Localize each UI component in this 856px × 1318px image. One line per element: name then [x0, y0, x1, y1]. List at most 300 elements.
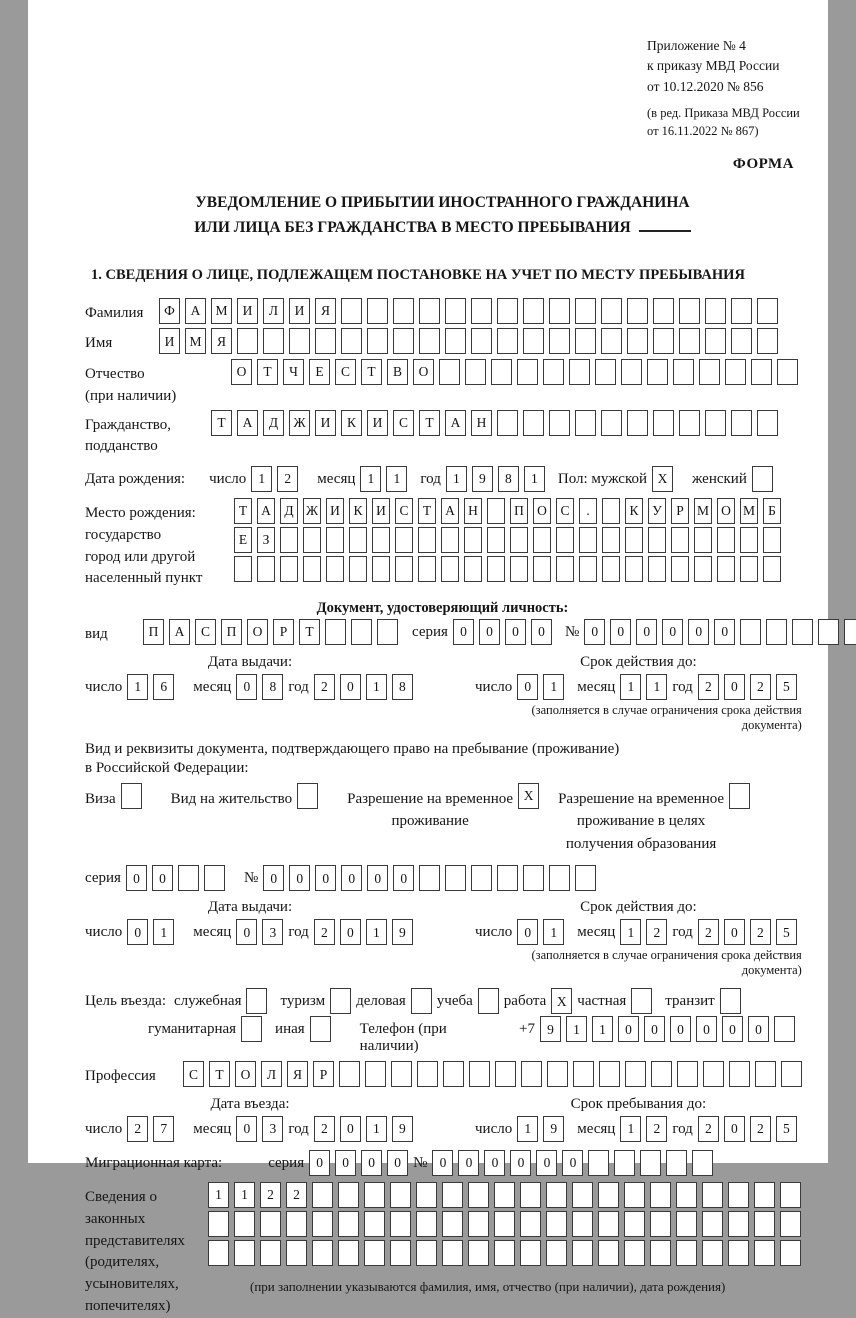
char-box[interactable] — [234, 1240, 255, 1266]
char-box[interactable]: 1 — [620, 1116, 641, 1142]
char-box[interactable]: 8 — [498, 466, 519, 492]
char-box[interactable]: 1 — [592, 1016, 613, 1042]
char-box[interactable]: 5 — [776, 1116, 797, 1142]
char-box[interactable] — [677, 1061, 698, 1087]
char-box[interactable]: 0 — [126, 865, 147, 891]
char-box[interactable] — [650, 1240, 671, 1266]
char-box[interactable] — [740, 527, 758, 553]
char-box[interactable]: С — [393, 410, 414, 436]
char-box[interactable]: Т — [418, 498, 436, 524]
char-box[interactable]: М — [740, 498, 758, 524]
char-box[interactable]: 3 — [262, 1116, 283, 1142]
char-box[interactable] — [546, 1211, 567, 1237]
char-box[interactable]: 1 — [620, 919, 641, 945]
char-box[interactable]: К — [341, 410, 362, 436]
char-box[interactable]: И — [289, 298, 310, 324]
char-box[interactable]: П — [510, 498, 528, 524]
char-box[interactable]: 0 — [335, 1150, 356, 1176]
char-box[interactable] — [533, 556, 551, 582]
char-box[interactable] — [703, 1061, 724, 1087]
char-box[interactable]: 0 — [361, 1150, 382, 1176]
char-box[interactable] — [752, 466, 773, 492]
char-box[interactable]: 1 — [153, 919, 174, 945]
char-box[interactable] — [720, 988, 741, 1014]
char-box[interactable]: 8 — [392, 674, 413, 700]
char-box[interactable] — [679, 410, 700, 436]
char-box[interactable] — [208, 1211, 229, 1237]
char-box[interactable] — [471, 328, 492, 354]
char-box[interactable] — [731, 410, 752, 436]
char-box[interactable] — [246, 988, 267, 1014]
char-box[interactable] — [204, 865, 225, 891]
char-box[interactable] — [338, 1182, 359, 1208]
char-box[interactable]: А — [441, 498, 459, 524]
char-box[interactable]: Т — [234, 498, 252, 524]
char-box[interactable]: 0 — [453, 619, 474, 645]
char-box[interactable] — [754, 1240, 775, 1266]
char-box[interactable]: 5 — [776, 674, 797, 700]
char-box[interactable] — [351, 619, 372, 645]
char-box[interactable] — [549, 298, 570, 324]
char-box[interactable] — [286, 1240, 307, 1266]
char-box[interactable]: 1 — [251, 466, 272, 492]
char-box[interactable] — [487, 556, 505, 582]
char-box[interactable]: Т — [361, 359, 382, 385]
char-box[interactable] — [310, 1016, 331, 1042]
char-box[interactable] — [781, 1061, 802, 1087]
char-box[interactable] — [673, 359, 694, 385]
char-box[interactable] — [416, 1182, 437, 1208]
char-box[interactable] — [572, 1211, 593, 1237]
char-box[interactable] — [393, 328, 414, 354]
char-box[interactable] — [717, 527, 735, 553]
char-box[interactable] — [556, 527, 574, 553]
char-box[interactable] — [601, 410, 622, 436]
char-box[interactable]: 0 — [315, 865, 336, 891]
char-box[interactable]: X — [518, 783, 539, 809]
char-box[interactable] — [595, 359, 616, 385]
char-box[interactable]: Ж — [303, 498, 321, 524]
char-box[interactable]: 2 — [646, 919, 667, 945]
char-box[interactable]: 2 — [277, 466, 298, 492]
char-box[interactable] — [627, 410, 648, 436]
char-box[interactable] — [280, 556, 298, 582]
char-box[interactable]: 1 — [620, 674, 641, 700]
char-box[interactable]: 0 — [688, 619, 709, 645]
char-box[interactable]: 0 — [636, 619, 657, 645]
char-box[interactable] — [487, 527, 505, 553]
char-box[interactable] — [754, 1182, 775, 1208]
char-box[interactable] — [419, 865, 440, 891]
char-box[interactable] — [792, 619, 813, 645]
char-box[interactable]: 0 — [644, 1016, 665, 1042]
char-box[interactable] — [510, 556, 528, 582]
char-box[interactable]: 0 — [289, 865, 310, 891]
char-box[interactable] — [575, 865, 596, 891]
char-box[interactable] — [330, 988, 351, 1014]
char-box[interactable] — [312, 1240, 333, 1266]
char-box[interactable]: С — [195, 619, 216, 645]
char-box[interactable] — [572, 1240, 593, 1266]
char-box[interactable] — [546, 1240, 567, 1266]
char-box[interactable]: Я — [287, 1061, 308, 1087]
char-box[interactable]: 0 — [236, 1116, 257, 1142]
char-box[interactable] — [416, 1240, 437, 1266]
char-box[interactable] — [418, 556, 436, 582]
char-box[interactable]: 0 — [236, 919, 257, 945]
char-box[interactable]: Р — [671, 498, 689, 524]
char-box[interactable]: О — [533, 498, 551, 524]
char-box[interactable]: 9 — [392, 1116, 413, 1142]
char-box[interactable] — [650, 1182, 671, 1208]
char-box[interactable]: Я — [211, 328, 232, 354]
char-box[interactable] — [517, 359, 538, 385]
char-box[interactable]: 0 — [505, 619, 526, 645]
char-box[interactable] — [533, 527, 551, 553]
char-box[interactable] — [702, 1211, 723, 1237]
char-box[interactable] — [280, 527, 298, 553]
char-box[interactable] — [844, 619, 856, 645]
char-box[interactable]: 3 — [262, 919, 283, 945]
char-box[interactable] — [260, 1240, 281, 1266]
char-box[interactable]: С — [335, 359, 356, 385]
char-box[interactable] — [497, 410, 518, 436]
char-box[interactable] — [818, 619, 839, 645]
char-box[interactable] — [757, 328, 778, 354]
char-box[interactable] — [653, 410, 674, 436]
char-box[interactable] — [602, 556, 620, 582]
char-box[interactable] — [349, 556, 367, 582]
char-box[interactable]: П — [143, 619, 164, 645]
char-box[interactable]: Ч — [283, 359, 304, 385]
char-box[interactable] — [441, 556, 459, 582]
char-box[interactable] — [390, 1240, 411, 1266]
char-box[interactable] — [464, 556, 482, 582]
char-box[interactable]: 0 — [393, 865, 414, 891]
char-box[interactable] — [702, 1240, 723, 1266]
char-box[interactable]: О — [231, 359, 252, 385]
char-box[interactable] — [442, 1240, 463, 1266]
char-box[interactable] — [442, 1182, 463, 1208]
char-box[interactable] — [325, 619, 346, 645]
char-box[interactable] — [372, 556, 390, 582]
char-box[interactable]: А — [237, 410, 258, 436]
char-box[interactable]: 0 — [432, 1150, 453, 1176]
char-box[interactable]: В — [387, 359, 408, 385]
char-box[interactable] — [666, 1150, 687, 1176]
char-box[interactable]: Н — [471, 410, 492, 436]
char-box[interactable] — [757, 410, 778, 436]
char-box[interactable] — [676, 1182, 697, 1208]
char-box[interactable]: 1 — [446, 466, 467, 492]
char-box[interactable] — [624, 1211, 645, 1237]
char-box[interactable]: 0 — [236, 674, 257, 700]
char-box[interactable]: 0 — [517, 919, 538, 945]
char-box[interactable] — [729, 1061, 750, 1087]
char-box[interactable]: 2 — [750, 674, 771, 700]
char-box[interactable] — [614, 1150, 635, 1176]
char-box[interactable] — [241, 1016, 262, 1042]
char-box[interactable] — [289, 328, 310, 354]
char-box[interactable] — [395, 527, 413, 553]
char-box[interactable]: 0 — [458, 1150, 479, 1176]
char-box[interactable] — [692, 1150, 713, 1176]
char-box[interactable] — [367, 298, 388, 324]
char-box[interactable]: 2 — [646, 1116, 667, 1142]
char-box[interactable] — [549, 328, 570, 354]
char-box[interactable]: 0 — [340, 674, 361, 700]
char-box[interactable]: 0 — [309, 1150, 330, 1176]
char-box[interactable] — [497, 865, 518, 891]
char-box[interactable] — [575, 410, 596, 436]
char-box[interactable]: 1 — [208, 1182, 229, 1208]
char-box[interactable]: 0 — [748, 1016, 769, 1042]
char-box[interactable]: 1 — [524, 466, 545, 492]
char-box[interactable] — [601, 328, 622, 354]
char-box[interactable]: А — [445, 410, 466, 436]
char-box[interactable]: Е — [234, 527, 252, 553]
char-box[interactable] — [702, 1182, 723, 1208]
char-box[interactable]: Н — [464, 498, 482, 524]
char-box[interactable]: 0 — [724, 674, 745, 700]
char-box[interactable] — [679, 298, 700, 324]
char-box[interactable]: 2 — [314, 1116, 335, 1142]
char-box[interactable]: 1 — [366, 1116, 387, 1142]
char-box[interactable]: 1 — [517, 1116, 538, 1142]
char-box[interactable] — [445, 298, 466, 324]
char-box[interactable] — [312, 1211, 333, 1237]
char-box[interactable]: С — [556, 498, 574, 524]
char-box[interactable]: О — [235, 1061, 256, 1087]
char-box[interactable] — [725, 359, 746, 385]
char-box[interactable]: Т — [211, 410, 232, 436]
char-box[interactable] — [705, 328, 726, 354]
char-box[interactable]: 2 — [314, 674, 335, 700]
char-box[interactable] — [740, 556, 758, 582]
char-box[interactable] — [546, 1182, 567, 1208]
char-box[interactable] — [520, 1211, 541, 1237]
char-box[interactable]: X — [551, 988, 572, 1014]
char-box[interactable]: М — [211, 298, 232, 324]
char-box[interactable]: И — [159, 328, 180, 354]
char-box[interactable] — [653, 298, 674, 324]
char-box[interactable]: М — [694, 498, 712, 524]
char-box[interactable]: Б — [763, 498, 781, 524]
char-box[interactable] — [549, 865, 570, 891]
char-box[interactable]: 2 — [698, 1116, 719, 1142]
char-box[interactable] — [631, 988, 652, 1014]
char-box[interactable] — [377, 619, 398, 645]
char-box[interactable]: 1 — [543, 919, 564, 945]
char-box[interactable] — [338, 1240, 359, 1266]
char-box[interactable] — [263, 328, 284, 354]
char-box[interactable] — [494, 1240, 515, 1266]
char-box[interactable]: М — [185, 328, 206, 354]
char-box[interactable]: 0 — [562, 1150, 583, 1176]
char-box[interactable]: 1 — [366, 674, 387, 700]
char-box[interactable]: Р — [313, 1061, 334, 1087]
char-box[interactable] — [468, 1182, 489, 1208]
char-box[interactable]: 2 — [698, 674, 719, 700]
char-box[interactable]: 2 — [750, 919, 771, 945]
char-box[interactable]: С — [183, 1061, 204, 1087]
char-box[interactable] — [740, 619, 761, 645]
char-box[interactable] — [731, 298, 752, 324]
char-box[interactable] — [549, 410, 570, 436]
char-box[interactable] — [598, 1182, 619, 1208]
char-box[interactable]: Т — [419, 410, 440, 436]
char-box[interactable]: 2 — [698, 919, 719, 945]
char-box[interactable] — [442, 1211, 463, 1237]
char-box[interactable] — [510, 527, 528, 553]
char-box[interactable]: И — [326, 498, 344, 524]
char-box[interactable]: 1 — [566, 1016, 587, 1042]
char-box[interactable] — [705, 298, 726, 324]
char-box[interactable] — [419, 328, 440, 354]
char-box[interactable]: 5 — [776, 919, 797, 945]
char-box[interactable] — [774, 1016, 795, 1042]
char-box[interactable] — [523, 328, 544, 354]
char-box[interactable] — [365, 1061, 386, 1087]
char-box[interactable] — [495, 1061, 516, 1087]
char-box[interactable]: 2 — [286, 1182, 307, 1208]
char-box[interactable] — [602, 527, 620, 553]
char-box[interactable]: 0 — [618, 1016, 639, 1042]
char-box[interactable] — [671, 556, 689, 582]
char-box[interactable] — [598, 1211, 619, 1237]
char-box[interactable] — [766, 619, 787, 645]
char-box[interactable]: 2 — [314, 919, 335, 945]
char-box[interactable] — [364, 1240, 385, 1266]
char-box[interactable]: Д — [280, 498, 298, 524]
char-box[interactable] — [575, 298, 596, 324]
char-box[interactable] — [625, 556, 643, 582]
char-box[interactable]: 0 — [610, 619, 631, 645]
char-box[interactable]: Д — [263, 410, 284, 436]
char-box[interactable] — [445, 865, 466, 891]
char-box[interactable] — [441, 527, 459, 553]
char-box[interactable]: 0 — [152, 865, 173, 891]
char-box[interactable] — [443, 1061, 464, 1087]
char-box[interactable]: Ж — [289, 410, 310, 436]
char-box[interactable]: 0 — [724, 919, 745, 945]
char-box[interactable] — [728, 1211, 749, 1237]
char-box[interactable]: 0 — [367, 865, 388, 891]
char-box[interactable]: 2 — [127, 1116, 148, 1142]
char-box[interactable]: 0 — [340, 919, 361, 945]
char-box[interactable] — [286, 1211, 307, 1237]
char-box[interactable] — [627, 298, 648, 324]
char-box[interactable] — [755, 1061, 776, 1087]
char-box[interactable]: Л — [261, 1061, 282, 1087]
char-box[interactable] — [699, 359, 720, 385]
char-box[interactable] — [523, 410, 544, 436]
char-box[interactable] — [625, 527, 643, 553]
char-box[interactable] — [326, 556, 344, 582]
char-box[interactable] — [694, 527, 712, 553]
char-box[interactable]: А — [257, 498, 275, 524]
char-box[interactable] — [121, 783, 142, 809]
char-box[interactable] — [367, 328, 388, 354]
char-box[interactable]: 9 — [543, 1116, 564, 1142]
char-box[interactable]: 9 — [540, 1016, 561, 1042]
char-box[interactable] — [520, 1240, 541, 1266]
char-box[interactable] — [419, 298, 440, 324]
char-box[interactable] — [763, 556, 781, 582]
char-box[interactable]: 9 — [472, 466, 493, 492]
char-box[interactable] — [391, 1061, 412, 1087]
char-box[interactable]: А — [169, 619, 190, 645]
char-box[interactable] — [390, 1211, 411, 1237]
char-box[interactable]: 2 — [260, 1182, 281, 1208]
char-box[interactable] — [417, 1061, 438, 1087]
char-box[interactable] — [418, 527, 436, 553]
char-box[interactable] — [364, 1182, 385, 1208]
char-box[interactable]: Р — [273, 619, 294, 645]
char-box[interactable] — [491, 359, 512, 385]
char-box[interactable]: 8 — [262, 674, 283, 700]
char-box[interactable]: А — [185, 298, 206, 324]
char-box[interactable] — [556, 556, 574, 582]
char-box[interactable]: 0 — [531, 619, 552, 645]
char-box[interactable]: Л — [263, 298, 284, 324]
char-box[interactable] — [497, 298, 518, 324]
char-box[interactable]: Т — [299, 619, 320, 645]
char-box[interactable] — [303, 556, 321, 582]
char-box[interactable] — [728, 1240, 749, 1266]
char-box[interactable] — [494, 1211, 515, 1237]
char-box[interactable] — [648, 556, 666, 582]
char-box[interactable]: И — [237, 298, 258, 324]
char-box[interactable]: 0 — [724, 1116, 745, 1142]
char-box[interactable] — [575, 328, 596, 354]
char-box[interactable] — [598, 1240, 619, 1266]
char-box[interactable] — [341, 298, 362, 324]
char-box[interactable]: 0 — [584, 619, 605, 645]
char-box[interactable] — [523, 865, 544, 891]
char-box[interactable]: 0 — [127, 919, 148, 945]
char-box[interactable] — [439, 359, 460, 385]
char-box[interactable] — [523, 298, 544, 324]
char-box[interactable] — [588, 1150, 609, 1176]
char-box[interactable] — [416, 1211, 437, 1237]
char-box[interactable] — [257, 556, 275, 582]
char-box[interactable] — [445, 328, 466, 354]
char-box[interactable]: У — [648, 498, 666, 524]
char-box[interactable] — [572, 1182, 593, 1208]
char-box[interactable]: 1 — [360, 466, 381, 492]
char-box[interactable]: Т — [209, 1061, 230, 1087]
char-box[interactable] — [780, 1211, 801, 1237]
char-box[interactable]: 0 — [696, 1016, 717, 1042]
char-box[interactable]: 6 — [153, 674, 174, 700]
char-box[interactable]: 1 — [543, 674, 564, 700]
char-box[interactable] — [315, 328, 336, 354]
char-box[interactable]: И — [315, 410, 336, 436]
char-box[interactable] — [573, 1061, 594, 1087]
char-box[interactable]: 0 — [263, 865, 284, 891]
char-box[interactable] — [647, 359, 668, 385]
char-box[interactable] — [338, 1211, 359, 1237]
char-box[interactable] — [648, 527, 666, 553]
char-box[interactable] — [763, 527, 781, 553]
char-box[interactable] — [341, 328, 362, 354]
char-box[interactable]: Т — [257, 359, 278, 385]
char-box[interactable]: Ф — [159, 298, 180, 324]
char-box[interactable] — [780, 1182, 801, 1208]
char-box[interactable] — [465, 359, 486, 385]
char-box[interactable] — [780, 1240, 801, 1266]
